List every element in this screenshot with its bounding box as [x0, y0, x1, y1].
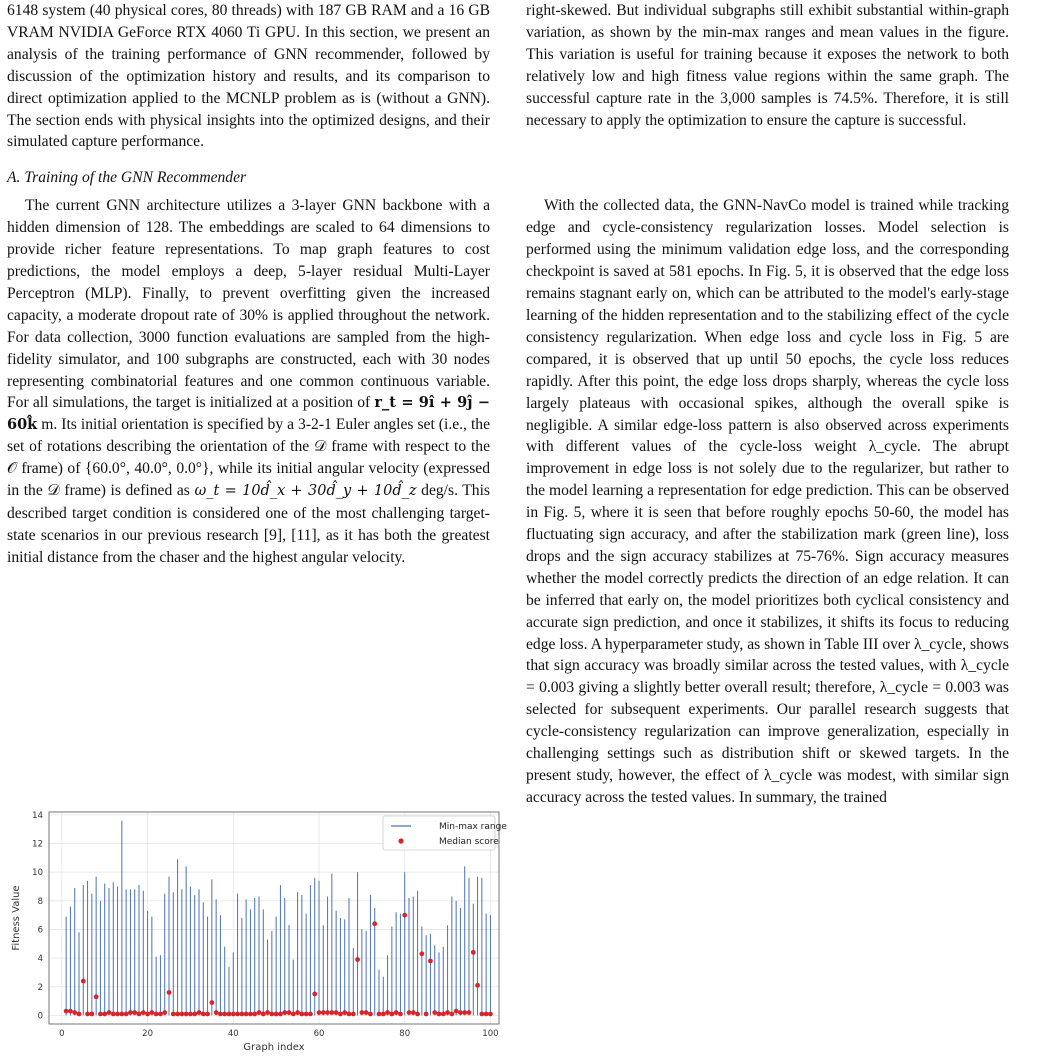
median-point [197, 1010, 202, 1015]
median-point [274, 1012, 279, 1017]
median-point [98, 1012, 103, 1017]
median-point [111, 1012, 116, 1017]
median-point [227, 1012, 232, 1017]
equation-angular-velocity: ω_t = 10d̂_x + 30d̂_y + 10d̂_z [194, 483, 417, 500]
median-point [222, 1012, 227, 1017]
left-paragraph-1 [7, 195, 490, 568]
median-point [308, 1012, 313, 1017]
median-point [449, 1012, 454, 1017]
median-point [402, 913, 407, 918]
y-tick-label: 14 [32, 810, 43, 821]
median-point [248, 1012, 253, 1017]
median-point [257, 1010, 262, 1015]
median-point [342, 1010, 347, 1015]
median-point [145, 1012, 150, 1017]
section-heading: A. Training of the GNN Recommender [7, 169, 247, 187]
left-paragraph-1-part-a: The current GNN architecture utilizes a 3-layer GNN backbone with a hidden dimension of 128. The embeddings are scaled to 64 dimensions to provide richer feature representations. To map graph features to cost predictions, the model employs a deep, 5-layer residual Multi-Layer Perceptron (MLP). Finally, to prevent overfitting given the increased capacity, a moderate dropout rate of 30% is applied throughout the network. For data collection, 3000 function evaluations are sampled from the high-fidelity simulator, and 100 subgraphs are constructed, each with 30 nodes representing combinatorial features and one common continuous variable. For all simulations, the target is initialized at a position of [7, 197, 490, 412]
median-point [467, 1010, 472, 1015]
median-point [385, 1010, 390, 1015]
median-point [282, 1010, 287, 1015]
median-point [235, 1012, 240, 1017]
median-point [261, 1012, 266, 1017]
y-tick-label: 2 [37, 982, 43, 993]
right-paragraph-1: With the collected data, the GNN-NavCo model is trained while tracking edge and cycle-consistency regularization losses. Model selection is performed using the minimum validation edge loss, and the corresponding checkpoint is saved at 581 epochs. In Fig. 5, it is observed that the edge loss remains stagnant early on, which can be attributed to the model's early-stage learning of the hidden representation and to the stabilizing effect of the cycle consistency regularization. When edge loss and cycle loss in Fig. 5 are compared, it is observed that up until 50 epochs, the cycle loss reduces rapidly. After this point, the edge loss drops sharply, whereas the cycle loss largely plateaus with occasional spikes, although the overall spike is negligible. A similar edge-loss pattern is also observed across experiments with different values of the cycle-loss weight λ_cycle. The abrupt improvement in edge loss is not solely due to the regularizer, but rather to the model learning a representation for edge prediction. This can be observed in Fig. 5, where it is seen that before roughly epochs 50-60, the model has fluctuating sign accuracy, and after the stabilization mark (green line), loss drops and the sign accuracy stabilizes at 75-76%. Sign accuracy measures whether the model correctly predicts the direction of an edge relation. It can be inferred that early on, the model prioritizes both cyclical consistency and accurate sign prediction, and once it stabilizes, it shifts its focus to reducing edge loss. A hyperparameter study, as shown in Table III over λ_cycle, shows that sign accuracy was broadly similar across the tested values, with λ_cycle = 0.003 giving a slightly better overall result; therefore, λ_cycle = 0.003 was selected for subsequent experiments. Our parallel research suggests that cycle-consistency regularization can improve generalization, especially in challenging settings such as distribution shift or skewed targets. In the present study, however, the effect of λ_cycle was modest, with similar sign accuracy across the tested values. In summary, the trained [526, 197, 1009, 806]
median-point [355, 957, 360, 962]
median-point [278, 1012, 283, 1017]
median-point [115, 1012, 120, 1017]
median-point [394, 1010, 399, 1015]
left-paragraph-1-part-b: m. Its initial orientation is specified by a 3-2-1 Euler angles set (i.e., the set of rotations describing the orientation of the 𝒟 frame with respect to the 𝒪 frame) of {60.0°, 40.0°, 0.0°}, while its initial angular velocity (expressed in the 𝒟 frame) is defined as [7, 416, 490, 500]
x-tick-label: 0 [59, 1029, 65, 1039]
median-point [347, 1012, 352, 1017]
median-point [424, 1012, 429, 1017]
y-tick-label: 0 [37, 1011, 43, 1022]
median-point [102, 1012, 107, 1017]
median-point [179, 1012, 184, 1017]
median-point [231, 1012, 236, 1017]
median-point [85, 1012, 90, 1017]
median-point [81, 979, 86, 984]
median-point [64, 1009, 69, 1014]
column-gap [526, 131, 1009, 195]
median-point [167, 990, 172, 995]
median-point [68, 1009, 73, 1014]
median-point [124, 1012, 129, 1017]
median-point [252, 1012, 257, 1017]
median-point [377, 1012, 382, 1017]
y-tick-label: 8 [37, 896, 43, 907]
median-point [137, 1012, 142, 1017]
median-point [287, 1010, 292, 1015]
median-point [334, 1010, 339, 1015]
median-point [209, 1000, 214, 1005]
median-point [437, 1012, 442, 1017]
y-tick-label: 10 [32, 868, 43, 879]
median-point [351, 1012, 356, 1017]
median-point [269, 1012, 274, 1017]
median-point [484, 1012, 489, 1017]
median-point [188, 1012, 193, 1017]
median-point [162, 1010, 167, 1015]
median-point [415, 1012, 420, 1017]
median-point [214, 1010, 219, 1015]
median-point [454, 1009, 459, 1014]
left-paragraph-1-part-c: deg/s. This described target condition is considered one of the most challenging target-state scenarios in our previous research [9], [11], as it has both the greatest initial distance from the chaser and the highest angular velocity. [7, 482, 490, 566]
median-point [368, 1012, 373, 1017]
y-tick-label: 4 [37, 954, 43, 965]
median-point [244, 1012, 249, 1017]
median-point [488, 1012, 493, 1017]
right-paragraph-0: right-skewed. But individual subgraphs still exhibit substantial within-graph variation, as shown by the min-max ranges and mean values in the figure. This variation is useful for training because it exposes the network to both relatively low and high fitness value regions within the same graph. The successful capture rate in the 3,000 samples is 74.5%. Therefore, it is still necessary to apply the optimization to ensure the capture is successful. [526, 2, 1009, 129]
legend-median-swatch [398, 838, 403, 843]
median-point [149, 1010, 154, 1015]
median-point [265, 1010, 270, 1015]
median-point [445, 1010, 450, 1015]
median-point [201, 1012, 206, 1017]
median-point [77, 1012, 82, 1017]
legend-range-label: Min-max range [439, 822, 507, 832]
median-point [471, 950, 476, 955]
median-point [407, 1010, 412, 1015]
median-point [158, 1012, 163, 1017]
y-axis-label: Fitness Value [11, 885, 22, 951]
median-points [64, 913, 493, 1017]
median-point [317, 1010, 322, 1015]
median-point [398, 1012, 403, 1017]
median-point [329, 1010, 334, 1015]
median-point [154, 1012, 159, 1017]
median-point [411, 1010, 416, 1015]
median-point [171, 1012, 176, 1017]
x-axis-label: Graph index [243, 1042, 305, 1053]
median-point [107, 1010, 112, 1015]
median-point [479, 1012, 484, 1017]
left-column [7, 0, 490, 569]
left-paragraph-0: 6148 system (40 physical cores, 80 threads) with 187 GB RAM and a 16 GB VRAM NVIDIA GeForce RTX 4060 Ti GPU. In this section, we present an analysis of the training performance of GNN recommender, followed by discussion of the optimization history and results, and its comparison to direct optimization applied to the MCNLP problem as is (without a GNN). The section ends with physical insights into the optimized designs, and their simulated capture performance. [7, 2, 490, 151]
x-ticks [59, 1029, 498, 1039]
x-tick-label: 60 [313, 1029, 325, 1039]
x-tick-label: 100 [482, 1029, 499, 1039]
median-point [175, 1012, 180, 1017]
median-point [72, 1010, 77, 1015]
median-point [304, 1012, 309, 1017]
median-point [312, 992, 317, 997]
y-ticks [32, 811, 43, 1022]
median-point [192, 1012, 197, 1017]
median-point [475, 983, 480, 988]
median-point [372, 921, 377, 926]
x-tick-label: 40 [227, 1029, 239, 1039]
x-tick-label: 80 [399, 1029, 411, 1039]
median-point [419, 951, 424, 956]
fitness-figure [7, 800, 507, 1057]
median-point [381, 1012, 386, 1017]
median-point [239, 1012, 244, 1017]
y-tick-label: 12 [32, 839, 43, 850]
median-point [132, 1010, 137, 1015]
equation-position: r_t = 9î + 9ĵ − 60k̂ [7, 394, 490, 434]
median-point [119, 1012, 124, 1017]
median-point [338, 1012, 343, 1017]
median-point [299, 1012, 304, 1017]
median-point [205, 1012, 210, 1017]
median-point [295, 1010, 300, 1015]
median-point [325, 1010, 330, 1015]
median-point [359, 1010, 364, 1015]
median-point [184, 1012, 189, 1017]
median-point [364, 1010, 369, 1015]
median-point [128, 1010, 133, 1015]
right-column [526, 0, 1009, 809]
median-point [89, 1012, 94, 1017]
median-point [321, 1010, 326, 1015]
fitness-range-chart [7, 800, 507, 1057]
median-point [94, 994, 99, 999]
median-point [141, 1010, 146, 1015]
median-point [458, 1010, 463, 1015]
x-tick-label: 20 [142, 1029, 153, 1039]
median-point [432, 1010, 437, 1015]
median-point [389, 1012, 394, 1017]
median-point [441, 1012, 446, 1017]
median-point [291, 1012, 296, 1017]
legend-median-label: Median score [439, 837, 499, 847]
median-point [218, 1012, 223, 1017]
median-point [462, 1010, 467, 1015]
legend [383, 816, 507, 850]
y-tick-label: 6 [37, 925, 43, 936]
median-point [428, 959, 433, 964]
